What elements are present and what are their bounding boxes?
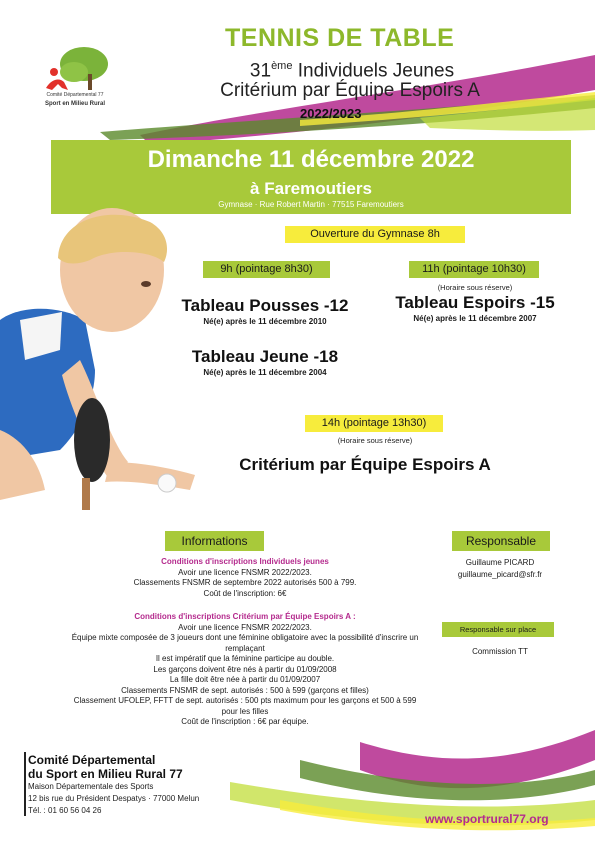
slot-a-time: 9h (pointage 8h30) (203, 261, 330, 278)
tableau-pousses-birth: Né(e) après le 11 décembre 2010 (203, 317, 327, 326)
responsable-place-heading: Responsable sur place (442, 622, 554, 637)
info-block1-line: Coût de l'inscription: 6€ (203, 588, 287, 598)
responsable-name: Guillaume PICARD (465, 558, 535, 567)
responsable-heading: Responsable (452, 531, 550, 551)
tableau-jeune-birth: Né(e) après le 11 décembre 2004 (203, 368, 327, 377)
event-subtitle-2: Critérium par Équipe Espoirs A (220, 80, 480, 101)
edition-number: 31 (249, 60, 272, 82)
footer-organization (28, 753, 268, 781)
info-block1-line: Avoir une licence FNSMR 2022/2023. (178, 567, 312, 577)
event-date: Dimanche 11 décembre 2022 (147, 146, 475, 173)
slot-b-note: (Horaire sous réserve) (437, 283, 513, 292)
opening-time: Ouverture du Gymnase 8h (285, 226, 465, 243)
info-block2-line: Les garçons doivent être nés à partir du 01/09/2008 (153, 664, 337, 674)
info-block2-line: Coût de l'inscription : 6€ par équipe. (181, 717, 309, 726)
criterium-title: Critérium par Équipe Espoirs A (239, 455, 491, 474)
footer-address: 12 bis rue du Président Despatys · 77000 Melun (28, 794, 200, 803)
info-block2-line: Il est impératif que la féminine participe au double. (155, 654, 335, 663)
footer-org-line2: du Sport en Milieu Rural 77 (28, 767, 183, 781)
info-block2-line: Équipe mixte composée de 3 joueurs dont une féminine obligatoire avec la possibilité d'inscrire un remplaçant (71, 633, 419, 653)
page-title: TENNIS DE TABLE (225, 24, 455, 52)
slot-b-time: 11h (pointage 10h30) (409, 261, 539, 278)
responsable-email[interactable]: guillaume_picard@sfr.fr (457, 570, 543, 579)
info-block1-title: Conditions d'inscriptions Individuels jeunes (161, 557, 329, 566)
slot-c-note: (Horaire sous réserve) (337, 436, 413, 445)
info-block1-line: Classements FNSMR de septembre 2022 autorisés 500 à 799. (133, 578, 357, 587)
event-subtitle-1 (182, 60, 522, 82)
tableau-espoirs-title: Tableau Espoirs -15 (395, 293, 555, 312)
edition-suffix: ème (271, 60, 293, 72)
footer-phone: Tél. : 01 60 56 04 26 (28, 806, 102, 815)
edition-text: Individuels Jeunes (292, 60, 455, 82)
website-link[interactable]: www.sportrural77.org (425, 812, 549, 826)
event-location: à Faremoutiers (250, 179, 372, 198)
footer-org-line1: Comité Départemental (28, 753, 156, 767)
footer-maison: Maison Départementale des Sports (28, 782, 154, 791)
info-block-individuels (70, 557, 420, 599)
info-block2-line: La fille doit être née à partir du 01/09/2007 (169, 675, 321, 684)
tableau-pousses-title: Tableau Pousses -12 (181, 296, 349, 315)
info-block2-line: Classement UFOLEP, FFTT de sept. autorisés : 500 pts maximum pour les garçons et 500 à 599 pour les filles (73, 696, 417, 716)
info-block2-line: Avoir une licence FNSMR 2022/2023. (178, 622, 312, 632)
season: 2022/2023 (300, 106, 362, 121)
logo-text-line2: Sport en Milieu Rural (44, 101, 105, 107)
tableau-jeune-title: Tableau Jeune -18 (191, 347, 339, 366)
responsable-place-value: Commission TT (472, 647, 528, 656)
info-block2-line: Classements FNSMR de sept. autorisés : 500 à 599 (garçons et filles) (121, 685, 369, 695)
slot-c-time: 14h (pointage 13h30) (305, 415, 443, 432)
info-heading: Informations (165, 531, 264, 551)
info-block2-title: Conditions d'inscriptions Critérium par Équipe Espoirs A : (134, 612, 356, 621)
footer-divider (24, 752, 26, 816)
event-address: Gymnase · Rue Robert Martin · 77515 Faremoutiers (218, 200, 404, 209)
tableau-espoirs-birth: Né(e) après le 11 décembre 2007 (413, 314, 537, 323)
info-block-criterium (70, 612, 420, 728)
logo-text-line1: Comité Départemental 77 (46, 92, 104, 98)
